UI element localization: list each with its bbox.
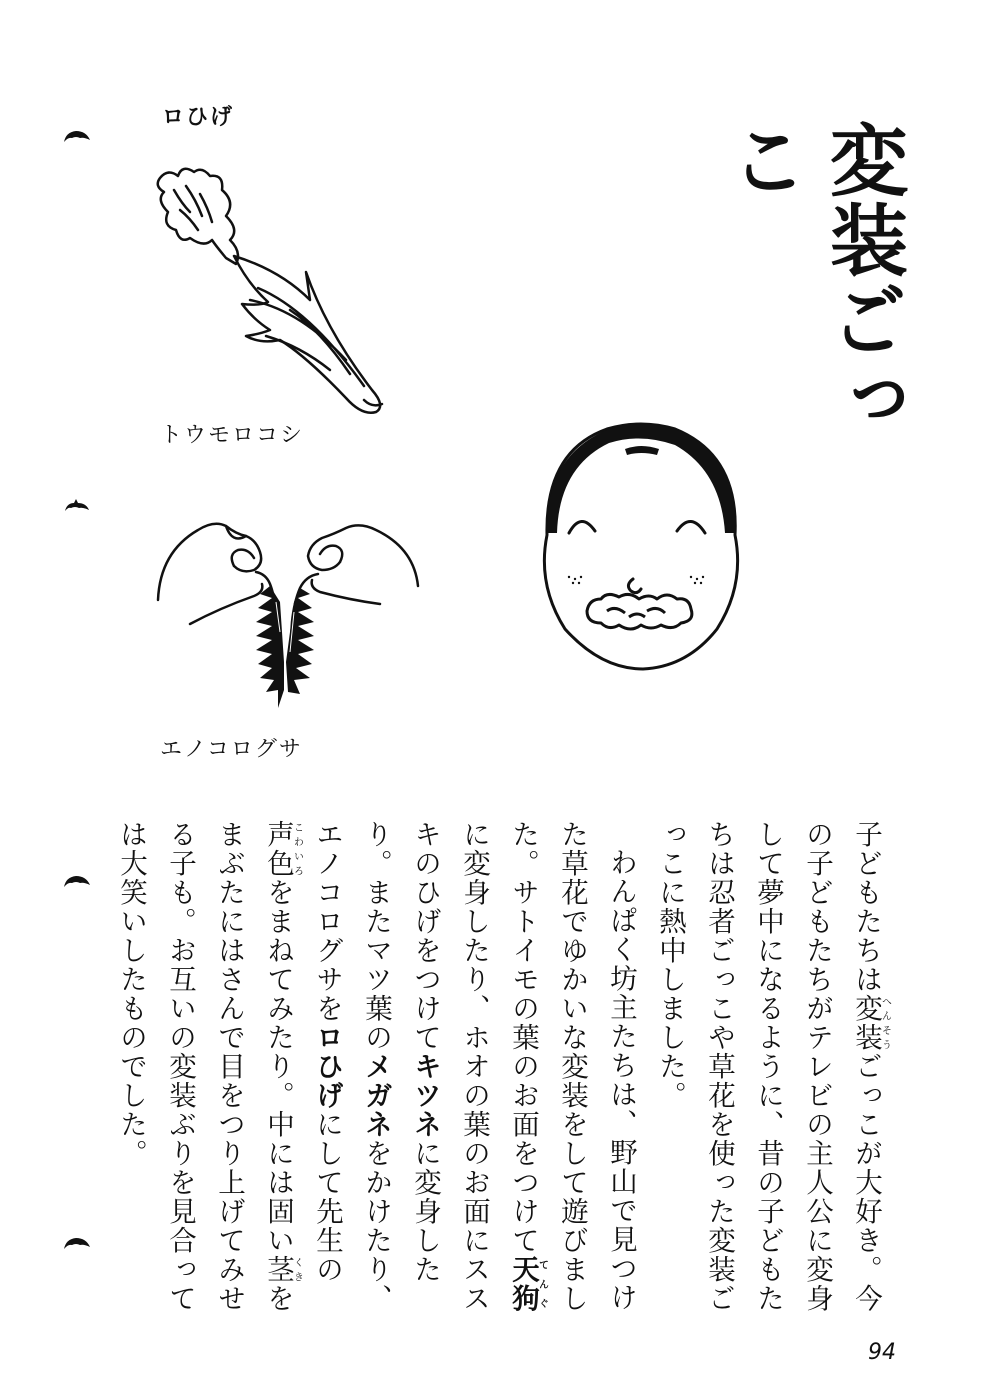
ruby-reading: くき <box>291 1255 303 1284</box>
caption-foxtail: エノコログサ <box>160 737 303 762</box>
text-run: をまぶたにはさんで目をつり上げてみせる子も。お互いの変装ぶりを見合っては大笑いしたものでした。 <box>115 820 294 1313</box>
mustache-margin-icon <box>62 497 92 515</box>
text-run: ごっこが大好き。今の子どもたちがテレビの主人公に変身して夢中になるように、昔の子どもたちは忍者ごっこや草花を使った変装ごっこに熱中しました。 <box>654 820 882 1313</box>
mustache-margin-icon <box>62 128 92 146</box>
text-run: に変身したり、ホオの葉のお面にススキのひげをつけて <box>409 820 490 1313</box>
face-with-mustache-illustration <box>525 415 757 673</box>
body-paragraph-2 <box>106 820 645 1340</box>
ruby-base: 天狗 <box>507 1255 539 1313</box>
keyword-megane: メガネ <box>360 1052 392 1139</box>
ruby-base: 茎 <box>262 1255 294 1284</box>
text-run: をかけたり、エノコログサを <box>311 820 392 1313</box>
page-title: 変装ごっこ <box>717 120 907 440</box>
text-run: に変身したり。またマツ葉の <box>360 820 441 1284</box>
ruby-kowairo <box>262 820 303 878</box>
ruby-henso <box>850 994 891 1052</box>
ruby-kuki <box>262 1255 303 1284</box>
text-run: にして先生の <box>311 1110 343 1284</box>
ruby-reading: こわいろ <box>291 820 303 878</box>
body-paragraph-1 <box>645 820 890 1340</box>
ruby-base: 変装 <box>850 994 882 1052</box>
foxtail-hands-illustration <box>150 512 430 722</box>
caption-corn: トウモロコシ <box>160 423 305 448</box>
page-number: 94 <box>868 1340 896 1365</box>
text-run: わんぱく坊主たちは、野山で見つけた草花でゆかいな変装をして遊びました。サトイモの葉のお面をつけて <box>507 820 637 1313</box>
keyword-kitsune: キツネ <box>409 1052 441 1139</box>
text-run: をまねてみたり。中には固い <box>262 878 294 1255</box>
mustache-margin-icon <box>62 873 92 891</box>
corn-husk-illustration <box>150 160 410 420</box>
text-run: 子どもたちは <box>850 820 882 994</box>
keyword-kuchihige: ロひげ <box>311 1023 343 1110</box>
mustache-margin-icon <box>62 1235 92 1253</box>
ruby-reading: へんそう <box>879 994 891 1052</box>
ruby-reading: てんぐ <box>536 1255 548 1313</box>
ruby-tengu <box>507 1255 548 1313</box>
caption-mustache: ロひげ <box>162 105 235 130</box>
body-text <box>115 820 891 1340</box>
ruby-base: 声色 <box>262 820 294 878</box>
